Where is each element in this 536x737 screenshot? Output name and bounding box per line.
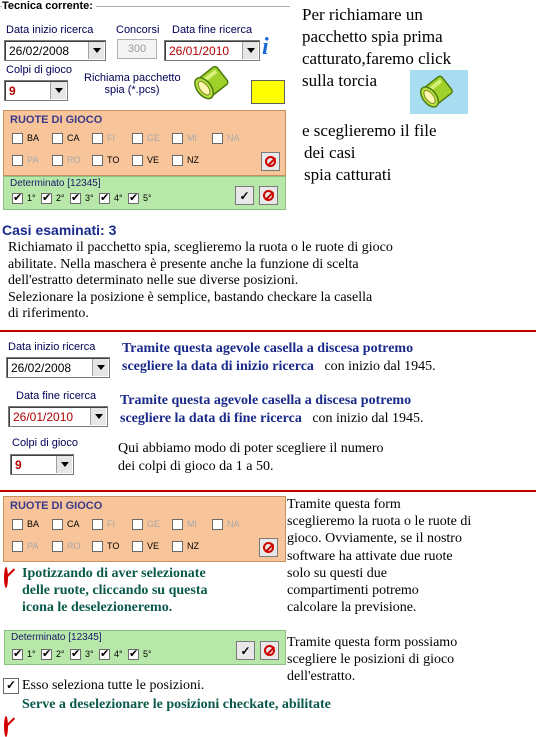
ruota-checkbox-ge <box>132 133 143 144</box>
right-note-line: dei casi <box>304 143 356 162</box>
position-checkbox-5[interactable] <box>128 193 139 204</box>
richiama-label <box>84 72 180 96</box>
right-note-2 <box>302 120 437 186</box>
right-note-line: sulla torcia <box>302 71 378 90</box>
right-note-line: Per richiamare un <box>302 5 423 24</box>
richiama-label-line1: Richiama pacchetto <box>84 72 181 84</box>
position-label-3: 3° <box>85 649 94 659</box>
ruote-panel-top <box>3 110 286 176</box>
sec-inizio-line1: Tramite questa agevole casella a discesa potremo <box>122 341 414 356</box>
ruote-title: RUOTE DI GIOCO <box>10 500 103 512</box>
select-all-button[interactable] <box>236 641 255 660</box>
sec-det-b2: Serve a deselezionare le posizioni checkate, abilitate <box>22 697 331 712</box>
ruota-checkbox-ca[interactable] <box>52 133 63 144</box>
ruota-label-mi: MI <box>187 133 197 143</box>
position-checkbox-3[interactable] <box>70 649 81 660</box>
ruota-label-nz: NZ <box>187 541 199 551</box>
para-line: Richiamato il pacchetto spia, sceglieremo la ruota o le ruote di gioco <box>8 240 393 255</box>
ruota-checkbox-ro <box>52 541 63 552</box>
sec-inizio-value: 26/02/2008 <box>11 361 72 375</box>
ruota-label-ro: RO <box>67 155 81 165</box>
select-all-button[interactable] <box>235 186 254 205</box>
sec-colpi-select[interactable] <box>10 454 74 475</box>
position-label-2: 2° <box>56 193 65 203</box>
ruota-checkbox-ba[interactable] <box>12 519 23 530</box>
chevron-down-icon[interactable] <box>90 408 106 425</box>
no-icon <box>264 645 275 656</box>
richiama-label-line2: spia (*.pcs) <box>104 84 160 96</box>
divider-red-2 <box>0 490 536 492</box>
data-fine-label: Data fine ricerca <box>172 24 253 36</box>
sec-colpi-text <box>118 440 384 476</box>
sec-ruote-green-text <box>22 565 208 616</box>
info-icon[interactable]: i <box>262 34 269 60</box>
ruota-checkbox-mi <box>172 519 183 530</box>
sec-inizio-text <box>122 340 436 376</box>
sec-inizio-line2b: con inizio dal 1945. <box>324 359 436 374</box>
position-checkbox-2[interactable] <box>41 649 52 660</box>
sec-ruote-green-line: icona le deselezioneremo. <box>22 600 173 615</box>
colpi-value: 9 <box>9 84 16 98</box>
chevron-down-icon[interactable] <box>242 42 258 59</box>
deselect-positions-button[interactable] <box>260 641 279 660</box>
ruota-checkbox-ro <box>52 155 63 166</box>
sec-ruote-line: Tramite questa form <box>287 497 401 512</box>
para-line: di riferimento. <box>8 306 89 321</box>
sec-colpi-line2: dei colpi di gioco da 1 a 50. <box>118 459 274 474</box>
paragraph-1 <box>8 240 393 323</box>
deselect-ruote-button[interactable] <box>259 538 278 557</box>
sec-ruote-green-line: Ipotizzando di aver selezionate <box>22 566 206 581</box>
position-label-1: 1° <box>27 649 36 659</box>
concorsi-field[interactable]: 300 <box>117 39 157 59</box>
sec-fine-text <box>120 392 424 428</box>
no-icon <box>263 190 274 201</box>
position-checkbox-1[interactable] <box>12 649 23 660</box>
ruota-label-ro: RO <box>67 541 81 551</box>
sec-inizio-line2a: scegliere la data di inizio ricerca <box>122 359 314 374</box>
data-fine-select[interactable] <box>164 40 260 61</box>
sec-ruote-right-text <box>287 496 471 616</box>
data-fine-value: 26/01/2010 <box>169 44 230 58</box>
sec-ruote-line: solo su questi due <box>287 565 387 581</box>
ruota-label-ca: CA <box>67 133 80 143</box>
sec-ruote-line: sceglieremo la ruota o le ruote di <box>287 514 472 530</box>
position-checkbox-5[interactable] <box>128 649 139 660</box>
ruota-label-ve: VE <box>147 541 160 551</box>
deselect-positions-button[interactable] <box>259 186 278 205</box>
right-note-line: catturato,faremo click <box>302 49 452 68</box>
ruota-label-ge: GE <box>147 519 161 529</box>
sec-ruote-green-line: delle ruote, cliccando su questa <box>22 583 208 598</box>
sec-fine-line2a: scegliere la data di fine ricerca <box>120 411 302 426</box>
position-checkbox-1[interactable] <box>12 193 23 204</box>
ruota-label-pa: PA <box>27 541 39 551</box>
position-label-2: 2° <box>56 649 65 659</box>
torch-icon <box>412 70 466 114</box>
ruota-checkbox-to[interactable] <box>92 541 103 552</box>
sec-det-line: Tramite questa form possiamo <box>287 635 458 650</box>
sec-ruote-line: calcolare la previsione. <box>287 600 417 616</box>
ruota-checkbox-ve[interactable] <box>132 541 143 552</box>
sec-det-right-text <box>287 634 457 685</box>
check-icon: ✓ <box>239 188 250 203</box>
ruota-checkbox-ve[interactable] <box>132 155 143 166</box>
chevron-down-icon[interactable] <box>92 359 108 376</box>
ruota-label-na: NA <box>227 519 240 529</box>
check-icon: ✓ <box>240 643 251 658</box>
sec-det-line: dell'estratto. <box>287 669 356 684</box>
sec-fine-select[interactable] <box>8 406 108 427</box>
ruota-label-fi: FI <box>107 133 115 143</box>
color-swatch[interactable] <box>251 80 285 104</box>
no-icon <box>263 542 274 553</box>
ruota-label-ge: GE <box>147 133 161 143</box>
position-checkbox-3[interactable] <box>70 193 81 204</box>
tecnica-title: Tecnica corrente: <box>2 0 96 12</box>
ruota-label-to: TO <box>107 541 120 551</box>
ruote-title: RUOTE DI GIOCO <box>10 114 103 126</box>
colpi-label: Colpi di gioco <box>6 64 73 76</box>
sec-ruote-line: software ha attivate due ruote <box>287 548 453 564</box>
ruota-checkbox-ba[interactable] <box>12 133 23 144</box>
sec-ruote-line: gioco. Ovviamente, se il nostro <box>287 531 462 547</box>
chevron-down-icon[interactable] <box>56 456 72 473</box>
sec-det-line: scegliere le posizioni di gioco <box>287 652 455 667</box>
ruota-label-mi: MI <box>187 519 197 529</box>
position-label-1: 1° <box>27 193 36 203</box>
position-checkbox-4[interactable] <box>99 649 110 660</box>
para-line: dell'estratto determinato nelle sue diverse posizioni. <box>8 273 299 288</box>
ruota-label-ca: CA <box>67 519 80 529</box>
ruota-label-fi: FI <box>107 519 115 529</box>
ruota-checkbox-pa <box>12 155 23 166</box>
ruota-checkbox-na <box>212 519 223 530</box>
divider-red-1 <box>0 330 536 332</box>
ruote-panel-bottom <box>3 496 286 562</box>
para-line: abilitate. Nella maschera è presente anche la funzione di scelta <box>8 256 359 272</box>
ruota-checkbox-ge <box>132 519 143 530</box>
sec-det-b1: Esso seleziona tutte le posizioni. <box>22 678 205 693</box>
ruota-label-ba: BA <box>27 519 40 529</box>
sec-fine-value: 26/01/2010 <box>13 410 74 424</box>
chevron-down-icon[interactable] <box>50 82 66 99</box>
sec-colpi-label: Colpi di gioco <box>12 437 79 449</box>
right-note-line: spia catturati <box>304 165 392 184</box>
sec-ruote-line: compartimenti potremo <box>287 583 419 599</box>
concorsi-label: Concorsi <box>116 24 160 36</box>
right-note-line: pacchetto spia prima <box>302 27 443 46</box>
ruota-checkbox-mi <box>172 133 183 144</box>
ruota-checkbox-fi <box>92 133 103 144</box>
ruota-checkbox-nz[interactable] <box>172 155 183 166</box>
ruota-label-na: NA <box>227 133 240 143</box>
position-label-5: 5° <box>143 649 152 659</box>
no-icon <box>265 156 276 167</box>
determinato-title: Determinato [12345] <box>11 632 102 643</box>
sec-fine-line2b: con inizio dal 1945. <box>312 411 424 426</box>
data-inizio-select[interactable] <box>4 40 106 61</box>
no-icon <box>4 716 8 737</box>
sec-fine-line1: Tramite questa agevole casella a discesa potremo <box>120 393 412 408</box>
position-label-4: 4° <box>114 193 123 203</box>
ruota-checkbox-na <box>212 133 223 144</box>
sec-colpi-value: 9 <box>15 458 22 472</box>
sec-inizio-label: Data inizio ricerca <box>8 341 96 353</box>
deselect-ruote-button[interactable] <box>261 152 280 171</box>
ruota-checkbox-pa <box>12 541 23 552</box>
determinato-title: Determinato [12345] <box>10 178 101 189</box>
ruota-checkbox-ca[interactable] <box>52 519 63 530</box>
casi-esaminati: Casi esaminati: 3 <box>2 222 117 238</box>
ruota-checkbox-fi <box>92 519 103 530</box>
right-note-line: e sceglieremo il file <box>302 121 437 140</box>
ruota-label-to: TO <box>107 155 120 165</box>
data-inizio-label: Data inizio ricerca <box>6 24 94 36</box>
sec-colpi-line1: Qui abbiamo modo di poter scegliere il numero <box>118 441 384 456</box>
ruota-label-ba: BA <box>27 133 40 143</box>
colpi-select[interactable] <box>4 80 68 101</box>
position-checkbox-4[interactable] <box>99 193 110 204</box>
position-checkbox-2[interactable] <box>41 193 52 204</box>
para-line: Selezionare la posizione è semplice, bastando checkare la casella <box>8 289 373 305</box>
ruota-checkbox-nz[interactable] <box>172 541 183 552</box>
ruota-label-ve: VE <box>147 155 160 165</box>
sec-fine-label: Data fine ricerca <box>16 390 97 402</box>
position-label-5: 5° <box>143 193 152 203</box>
check-icon: ✓ <box>3 678 19 694</box>
no-icon <box>4 567 8 588</box>
chevron-down-icon[interactable] <box>88 42 104 59</box>
sec-inizio-select[interactable] <box>6 357 110 378</box>
ruota-label-nz: NZ <box>187 155 199 165</box>
ruota-label-pa: PA <box>27 155 39 165</box>
data-inizio-value: 26/02/2008 <box>9 44 70 58</box>
ruota-checkbox-to[interactable] <box>92 155 103 166</box>
position-label-3: 3° <box>85 193 94 203</box>
position-label-4: 4° <box>114 649 123 659</box>
torch-icon[interactable] <box>190 60 238 106</box>
